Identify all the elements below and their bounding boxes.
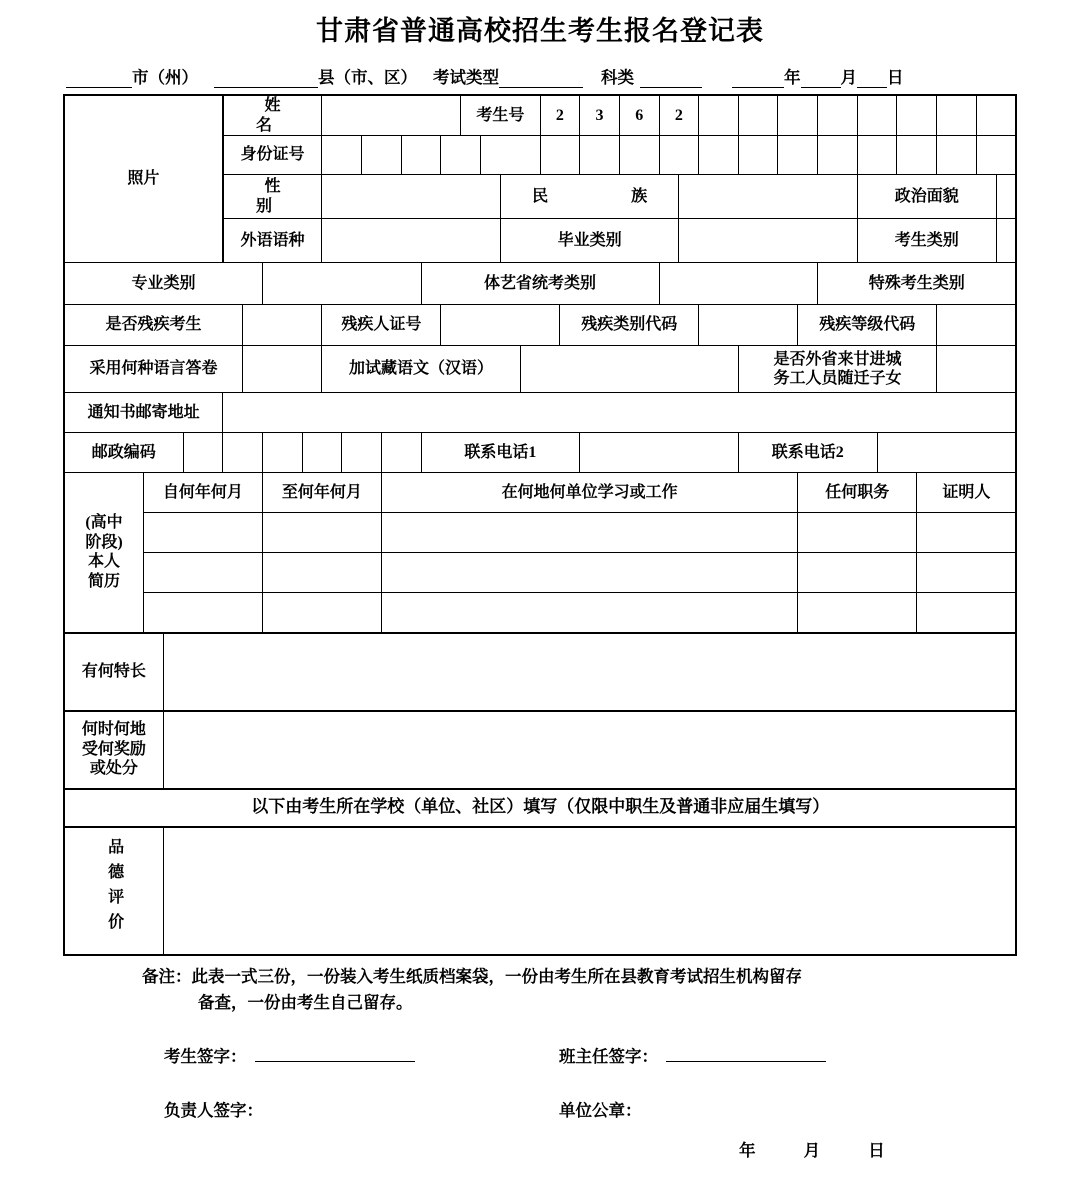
- year-label: 年: [784, 68, 801, 87]
- is-disabled-label-cell: 是否残疾考生: [64, 305, 242, 346]
- page-title: 甘肃省普通高校招生考生报名登记表: [316, 16, 764, 46]
- id-no-digit[interactable]: [540, 136, 580, 175]
- art-sports-exam-label-cell: 体艺省统考类别: [421, 263, 659, 305]
- postal-box[interactable]: [223, 433, 263, 473]
- row-resume-entry: [64, 513, 1016, 553]
- row-major-art-special: [64, 263, 1016, 305]
- day-blank[interactable]: [857, 70, 887, 88]
- signature-block: [64, 1043, 1016, 1161]
- mail-address-label-cell: 通知书邮寄地址: [64, 393, 223, 433]
- id-no-digit[interactable]: [580, 136, 620, 175]
- answer-language-label-cell: 采用何种语言答卷: [64, 346, 242, 393]
- row-resume-header: [64, 473, 1016, 513]
- row-disability: [64, 305, 1016, 346]
- photo-cell[interactable]: [64, 95, 223, 263]
- phone2-value-cell[interactable]: [877, 433, 1016, 473]
- year-blank[interactable]: [732, 70, 784, 88]
- postal-box[interactable]: [302, 433, 342, 473]
- specialty-value-cell[interactable]: [163, 633, 1016, 711]
- tibetan-extra-value-cell[interactable]: [520, 346, 738, 393]
- award-label-cell: [64, 711, 163, 789]
- exam-no-digit[interactable]: [699, 95, 739, 136]
- resume-cell-position[interactable]: [798, 553, 917, 593]
- exam-type-label: 考试类型: [433, 68, 499, 87]
- seal-date-line: [559, 1137, 1016, 1161]
- main-form-table: [63, 94, 1017, 956]
- resume-header-from: 自何年何月: [143, 473, 262, 513]
- postal-box[interactable]: [342, 433, 382, 473]
- resume-side-label-cell: [64, 473, 143, 633]
- resume-cell-witness[interactable]: [917, 593, 1016, 633]
- id-no-digit[interactable]: [659, 136, 699, 175]
- disability-type-code-value-cell[interactable]: [699, 305, 798, 346]
- migrant-child-value-cell[interactable]: [937, 346, 1016, 393]
- id-no-digit[interactable]: [857, 136, 897, 175]
- city-blank[interactable]: [66, 70, 132, 88]
- id-no-digit[interactable]: [362, 136, 402, 175]
- candidate-sign-line[interactable]: [255, 1046, 415, 1062]
- resume-cell-witness[interactable]: [917, 513, 1016, 553]
- teacher-sign-line[interactable]: [666, 1046, 826, 1062]
- id-no-digit[interactable]: [619, 136, 659, 175]
- disability-type-code-label-cell: 残疾类别代码: [560, 305, 699, 346]
- resume-header-witness: 证明人: [917, 473, 1016, 513]
- id-no-digit[interactable]: [699, 136, 739, 175]
- phone2-label-cell: 联系电话2: [738, 433, 877, 473]
- award-value-cell[interactable]: [163, 711, 1016, 789]
- row-morality: [64, 827, 1016, 955]
- county-label: 县（市、区）: [318, 68, 417, 87]
- foreign-lang-label-cell: 外语语种: [223, 219, 322, 263]
- id-no-label-cell: 身份证号: [223, 136, 322, 175]
- migrant-child-label-cell: [738, 346, 936, 393]
- major-category-label-cell: 专业类别: [64, 263, 262, 305]
- exam-no-digit[interactable]: [738, 95, 778, 136]
- id-no-digit[interactable]: [738, 136, 778, 175]
- resume-cell-witness[interactable]: [917, 553, 1016, 593]
- id-no-digit[interactable]: [976, 136, 1016, 175]
- candidate-type-value-cell[interactable]: [996, 219, 1016, 263]
- resume-header-to: 至何年何月: [262, 473, 381, 513]
- foreign-lang-value-cell[interactable]: [322, 219, 500, 263]
- official-seal-group: [514, 1097, 1016, 1161]
- morality-label-text: 品德评价: [105, 837, 123, 938]
- signature-row-1: [64, 1043, 1016, 1067]
- row-name-examno: [64, 95, 1016, 136]
- resume-side-line: 简历: [87, 572, 120, 590]
- specialty-label-cell: 有何特长: [64, 633, 163, 711]
- disability-cert-value-cell[interactable]: [441, 305, 560, 346]
- morality-value-cell[interactable]: [163, 827, 1016, 955]
- political-label-cell: 政治面貌: [857, 175, 996, 219]
- seal-day-label: 日: [868, 1140, 887, 1160]
- exam-no-digit[interactable]: [778, 95, 818, 136]
- resume-cell-place[interactable]: [381, 513, 797, 553]
- row-mail-address: [64, 393, 1016, 433]
- row-school-section-title: [64, 789, 1016, 827]
- principal-signature-group: [64, 1097, 514, 1161]
- id-no-digit[interactable]: [897, 136, 937, 175]
- exam-type-blank[interactable]: [499, 70, 583, 88]
- graduation-type-label-cell: 毕业类别: [500, 219, 678, 263]
- disability-level-code-label-cell: 残疾等级代码: [798, 305, 937, 346]
- resume-header-position: 任何职务: [798, 473, 917, 513]
- disability-level-code-value-cell[interactable]: [937, 305, 1016, 346]
- phone1-label-cell: 联系电话1: [421, 433, 580, 473]
- row-resume-entry: [64, 553, 1016, 593]
- phone1-value-cell[interactable]: [580, 433, 739, 473]
- candidate-type-label-cell: 考生类别: [857, 219, 996, 263]
- row-award: [64, 711, 1016, 789]
- candidate-sign-label: 考生签字：: [164, 1046, 247, 1066]
- exam-no-digit[interactable]: [937, 95, 977, 136]
- seal-month-label: 月: [803, 1140, 823, 1160]
- mail-address-value-cell[interactable]: [223, 393, 1016, 433]
- nation-label-cell: 民 族: [500, 175, 678, 219]
- exam-no-digit[interactable]: [818, 95, 858, 136]
- id-no-digit[interactable]: [441, 136, 481, 175]
- teacher-signature-group: [514, 1043, 1016, 1067]
- id-no-digit[interactable]: [322, 136, 362, 175]
- resume-cell-to[interactable]: [262, 513, 381, 553]
- answer-language-value-cell[interactable]: [243, 346, 322, 393]
- day-label: 日: [887, 68, 904, 87]
- teacher-sign-label: 班主任签字：: [559, 1046, 658, 1066]
- official-seal-label[interactable]: 单位公章：: [559, 1100, 642, 1120]
- month-label: 月: [840, 68, 857, 87]
- special-candidate-label-cell: 特殊考生类别: [818, 263, 1016, 305]
- graduation-type-value-cell[interactable]: [679, 219, 857, 263]
- id-no-digit[interactable]: [937, 136, 977, 175]
- row-specialty: [64, 633, 1016, 711]
- resume-cell-from[interactable]: [143, 593, 262, 633]
- id-no-digit[interactable]: [401, 136, 441, 175]
- exam-no-digit[interactable]: [976, 95, 1016, 136]
- disability-cert-label-cell: 残疾人证号: [322, 305, 441, 346]
- resume-cell-from[interactable]: [143, 513, 262, 553]
- postal-box[interactable]: [262, 433, 302, 473]
- political-value-cell[interactable]: [996, 175, 1016, 219]
- subject-label: 科类: [601, 68, 634, 87]
- exam-no-label-cell: 考生号: [461, 95, 540, 136]
- notes-line-2: 备查，一份由考生自己留存。: [198, 993, 413, 1013]
- header-blanks-line: [0, 64, 1080, 88]
- resume-cell-from[interactable]: [143, 553, 262, 593]
- migrant-child-label-line2: 务工人员随迁子女: [773, 370, 902, 388]
- exam-no-digit[interactable]: 3: [580, 95, 620, 136]
- candidate-signature-group: [64, 1043, 514, 1067]
- gender-label-cell: 性 别: [223, 175, 322, 219]
- resume-cell-place[interactable]: [381, 593, 797, 633]
- resume-side-line: 本人: [87, 553, 120, 571]
- notes-block: [64, 964, 1016, 1017]
- resume-cell-to[interactable]: [262, 553, 381, 593]
- subject-blank[interactable]: [640, 70, 702, 88]
- photo-label: 照片: [127, 170, 160, 188]
- resume-cell-place[interactable]: [381, 553, 797, 593]
- tibetan-extra-label-cell: 加试藏语文（汉语）: [322, 346, 520, 393]
- county-blank[interactable]: [214, 70, 318, 88]
- seal-year-label: 年: [739, 1140, 758, 1160]
- exam-no-digit[interactable]: [857, 95, 897, 136]
- major-category-value-cell[interactable]: [262, 263, 421, 305]
- school-section-title-cell: 以下由考生所在学校（单位、社区）填写（仅限中职生及普通非应届生填写）: [64, 789, 1016, 827]
- notes-line-1: 备注：此表一式三份，一份装入考生纸质档案袋，一份由考生所在县教育考试招生机构留存: [142, 966, 802, 986]
- nation-value-cell[interactable]: [679, 175, 857, 219]
- row-resume-entry: [64, 593, 1016, 633]
- month-blank[interactable]: [801, 70, 841, 88]
- resume-side-line: (高中: [85, 514, 123, 532]
- resume-cell-position[interactable]: [798, 513, 917, 553]
- resume-cell-position[interactable]: [798, 593, 917, 633]
- name-label-cell: 姓 名: [223, 95, 322, 136]
- postal-box[interactable]: [183, 433, 223, 473]
- art-sports-exam-value-cell[interactable]: [659, 263, 818, 305]
- city-label: 市（州）: [132, 68, 198, 87]
- resume-header-place: 在何地何单位学习或工作: [381, 473, 797, 513]
- row-answer-language: [64, 346, 1016, 393]
- award-label-line: 受何奖励: [81, 740, 146, 758]
- exam-no-digit[interactable]: [897, 95, 937, 136]
- id-no-digit[interactable]: [481, 136, 541, 175]
- postal-code-label-cell: 邮政编码: [64, 433, 183, 473]
- row-postal-phones: [64, 433, 1016, 473]
- is-disabled-value-cell[interactable]: [243, 305, 322, 346]
- principal-sign-label[interactable]: 负责人签字：: [164, 1100, 263, 1120]
- exam-no-digit[interactable]: 6: [619, 95, 659, 136]
- exam-no-digit[interactable]: 2: [540, 95, 580, 136]
- resume-side-line: 阶段): [85, 533, 123, 551]
- id-no-digit[interactable]: [778, 136, 818, 175]
- postal-box[interactable]: [381, 433, 421, 473]
- award-label-line: 或处分: [89, 760, 138, 778]
- id-no-digit[interactable]: [818, 136, 858, 175]
- resume-cell-to[interactable]: [262, 593, 381, 633]
- award-label-line: 何时何地: [81, 721, 146, 739]
- exam-no-digit[interactable]: 2: [659, 95, 699, 136]
- migrant-child-label-line1: 是否外省来甘进城: [773, 350, 902, 368]
- signature-row-2: [64, 1097, 1016, 1161]
- morality-label-cell: [64, 827, 163, 955]
